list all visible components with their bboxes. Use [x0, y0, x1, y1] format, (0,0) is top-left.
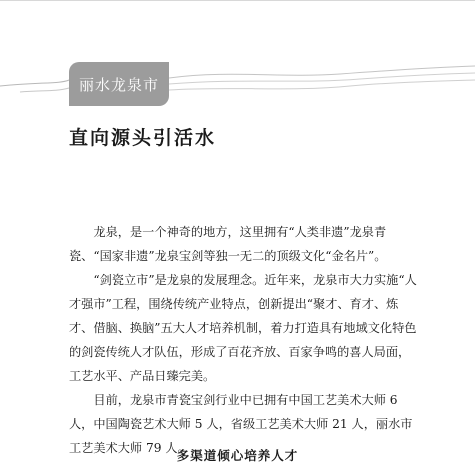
- section-badge: [69, 62, 169, 106]
- section-badge-label: 丽水龙泉市: [78, 75, 159, 94]
- paragraph: 目前，龙泉市青瓷宝剑行业中已拥有中国工艺美术大师 6 人，中国陶瓷艺术大师 5 人，省级工艺美术大师 21 人，丽水市工艺美术大师 79 人。: [69, 393, 413, 455]
- article-title: 直向源头引活水: [69, 127, 217, 149]
- article-body: [69, 220, 419, 460]
- section-subheading: 多渠道倾心培养人才: [176, 448, 299, 463]
- paragraph: “剑瓷立市”是龙泉的发展理念。近年来，龙泉市大力实施“人才强市”工程，围绕传统产业特点，创新提出“聚才、育才、炼才、借脑、换脑”五大人才培养机制，着力打造具有地域文化特色的剑瓷传统人才队伍，形成了百花齐放、百家争鸣的喜人局面，工艺水平、产品日臻完美。: [69, 273, 417, 383]
- top-rule: [0, 0, 475, 1]
- paragraph: 龙泉，是一个神奇的地方，这里拥有“人类非遗”龙泉青瓷、“国家非遗”龙泉宝剑等独一无二的顶级文化“金名片”。: [69, 225, 387, 263]
